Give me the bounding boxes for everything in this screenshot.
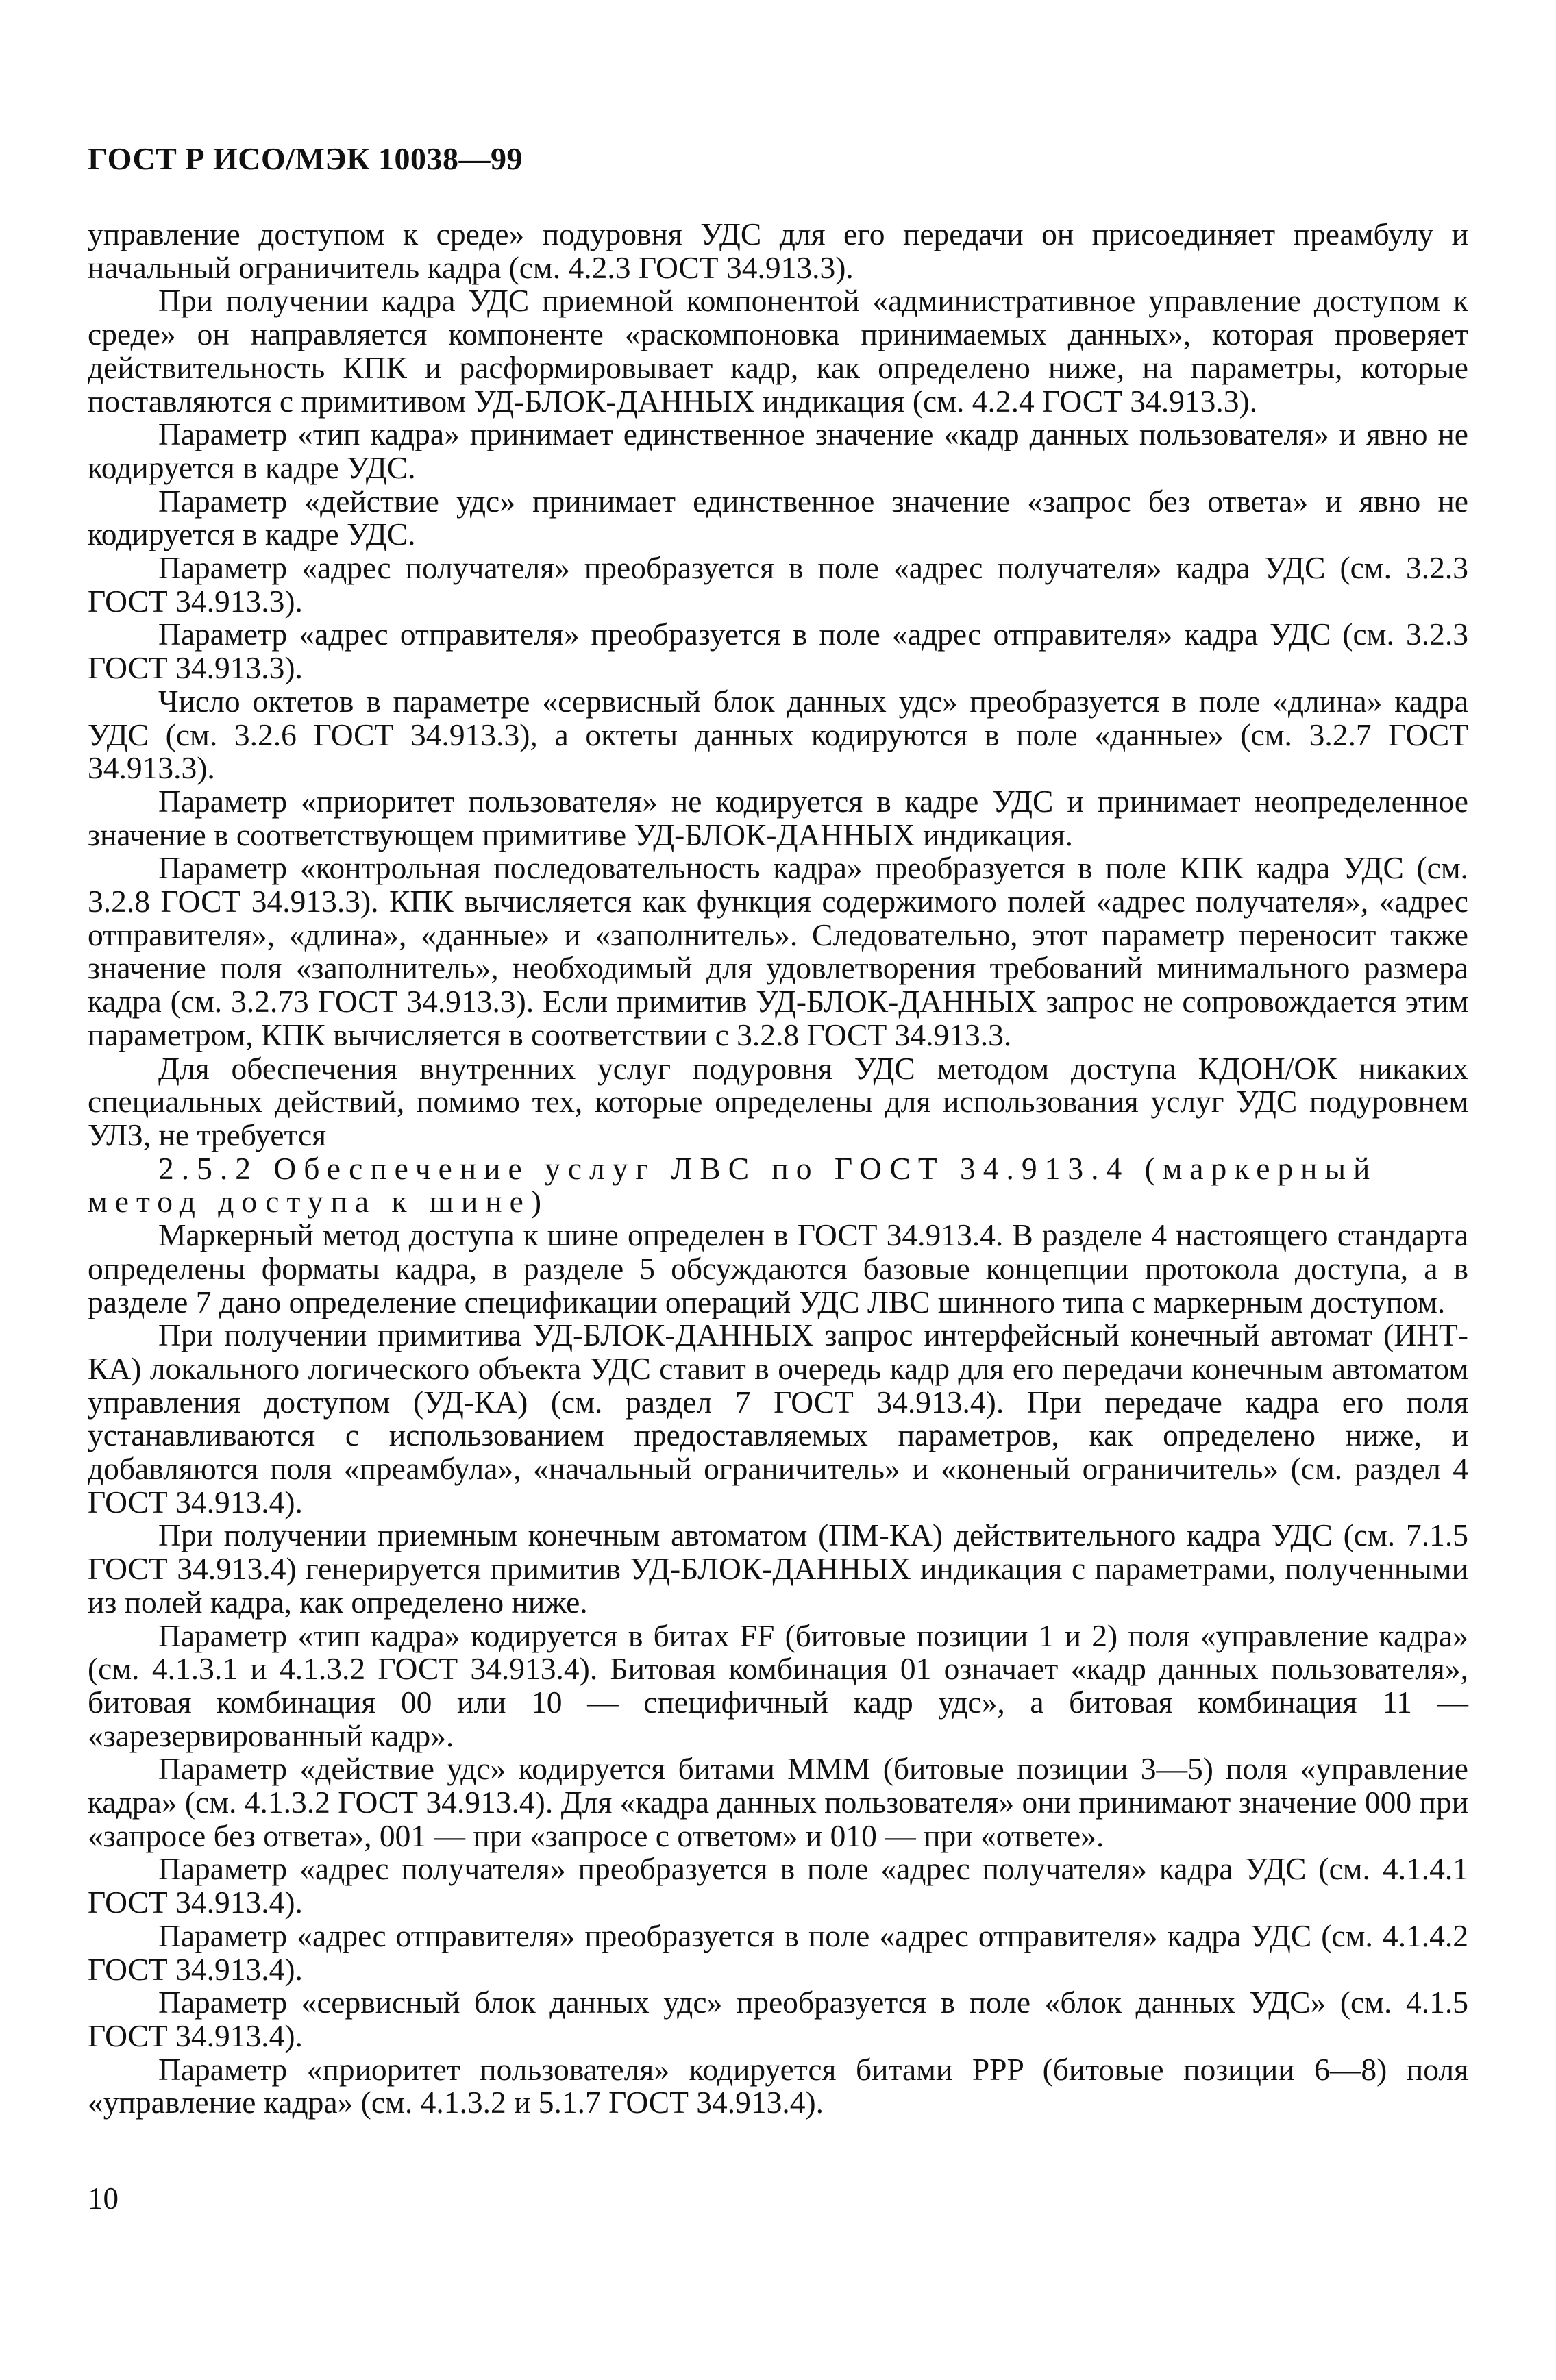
page-number: 10 [88,2181,119,2216]
paragraph: управление доступом к среде» подуровня УДС для его передачи он присоединяет преамбулу и начальный ограничитель кадра (см. 4.2.3 ГОСТ 34.913.3). [88,216,1468,285]
paragraph: Параметр «адрес отправителя» преобразуется в поле «адрес отправителя» кадра УДС (см. 3.2.3 ГОСТ 34.913.3). [88,617,1468,686]
paragraph: Параметр «адрес получателя» преобразуется в поле «адрес получателя» кадра УДС (см. 4.1.4.1 ГОСТ 34.913.4). [88,1851,1468,1920]
section-heading: 2.5.2 Обеспечение услуг ЛВС по ГОСТ 34.913.4 (маркерный метод доступа к шине) [88,1150,1378,1219]
paragraph: Параметр «действие удс» принимает единственное значение «запрос без ответа» и явно не кодируется в кадре УДС. [88,483,1468,552]
paragraph: При получении кадра УДС приемной компонентой «административное управление доступом к среде» он направляется компоненте «раскомпоновка принимаемых данных», которая проверяет действительность КПК и расформировывает кадр, как определено ниже, на параметры, которые поставляются с примитивом УД-БЛОК-ДАННЫХ индикация (см. 4.2.4 ГОСТ 34.913.3). [88,283,1468,419]
paragraph: Для обеспечения внутренних услуг подуровня УДС методом доступа КДОН/ОК никаких специальных действий, помимо тех, которые определены для использования услуг УДС подуровнем УЛЗ, не требуется [88,1050,1468,1152]
paragraph: При получении примитива УД-БЛОК-ДАННЫХ запрос интерфейсный конечный автомат (ИНТ-КА) локального логического объекта УДС ставит в очередь кадр для его передачи конечным автоматом управления доступом (УД-КА) (см. раздел 7 ГОСТ 34.913.4). При передаче кадра его поля устанавливаются с использованием предоставляемых параметров, как определено ниже, и добавляются поля «преамбула», «начальный ограничитель» и «коненый ограничитель» (см. раздел 4 ГОСТ 34.913.4). [88,1317,1468,1520]
paragraph: Число октетов в параметре «сервисный блок данных удс» преобразуется в поле «длина» кадра УДС (см. 3.2.6 ГОСТ 34.913.3), а октеты данных кодируются в поле «данные» (см. 3.2.7 ГОСТ 34.913.3). [88,683,1468,786]
document-header: ГОСТ Р ИСО/МЭК 10038—99 [88,141,523,176]
paragraph: Параметр «действие удс» кодируется битами МММ (битовые позиции 3—5) поля «управление кадра» (см. 4.1.3.2 ГОСТ 34.913.4). Для «кадра данных пользователя» они принимают значение 000 при «запросе без ответа», 001 — при «запросе с ответом» и 010 — при «ответе». [88,1751,1468,1853]
paragraph: Параметр «адрес получателя» преобразуется в поле «адрес получателя» кадра УДС (см. 3.2.3 ГОСТ 34.913.3). [88,550,1468,619]
paragraph: Параметр «приоритет пользователя» не кодируется в кадре УДС и принимает неопределенное значение в соответствующем примитиве УД-БЛОК-ДАННЫХ индикация. [88,783,1468,852]
paragraph: Маркерный метод доступа к шине определен в ГОСТ 34.913.4. В разделе 4 настоящего стандарта определены форматы кадра, в разделе 5 обсуждаются базовые концепции протокола доступа, а в разделе 7 дано определение спецификации операций УДС ЛВС шинного типа с маркерным доступом. [88,1217,1468,1319]
paragraph: При получении приемным конечным автоматом (ПМ-КА) действительного кадра УДС (см. 7.1.5 ГОСТ 34.913.4) генерируется примитив УД-БЛОК-ДАННЫХ индикация с параметрами, полученными из полей кадра, как определено ниже. [88,1517,1468,1620]
paragraph: Параметр «тип кадра» принимает единственное значение «кадр данных пользователя» и явно не кодируется в кадре УДС. [88,417,1468,485]
paragraph: Параметр «адрес отправителя» преобразуется в поле «адрес отправителя» кадра УДС (см. 4.1.4.2 ГОСТ 34.913.4). [88,1918,1468,1987]
paragraph: Параметр «тип кадра» кодируется в битах FF (битовые позиции 1 и 2) поля «управление кадра» (см. 4.1.3.1 и 4.1.3.2 ГОСТ 34.913.4). Битовая комбинация 01 означает «кадр данных пользователя», битовая комбинация 00 или 10 — специфичный кадр удс», а битовая комбинация 11 — «зарезервированный кадр». [88,1617,1468,1753]
document-body [88,218,1468,2120]
paragraph: Параметр «сервисный блок данных удс» преобразуется в поле «блок данных УДС» (см. 4.1.5 ГОСТ 34.913.4). [88,1985,1468,2053]
paragraph: Параметр «контрольная последовательность кадра» преобразуется в поле КПК кадра УДС (см. 3.2.8 ГОСТ 34.913.3). КПК вычисляется как функция содержимого полей «адрес получателя», «адрес отправителя», «длина», «данные» и «заполнитель». Следовательно, этот параметр переносит также значение поля «заполнитель», необходимый для удовлетворения требований минимального размера кадра (см. 3.2.73 ГОСТ 34.913.3). Если примитив УД-БЛОК-ДАННЫХ запрос не сопровождается этим параметром, КПК вычисляется в соответствии с 3.2.8 ГОСТ 34.913.3. [88,850,1468,1052]
paragraph: Параметр «приоритет пользователя» кодируется битами PPP (битовые позиции 6—8) поля «управление кадра» (см. 4.1.3.2 и 5.1.7 ГОСТ 34.913.4). [88,2051,1468,2120]
